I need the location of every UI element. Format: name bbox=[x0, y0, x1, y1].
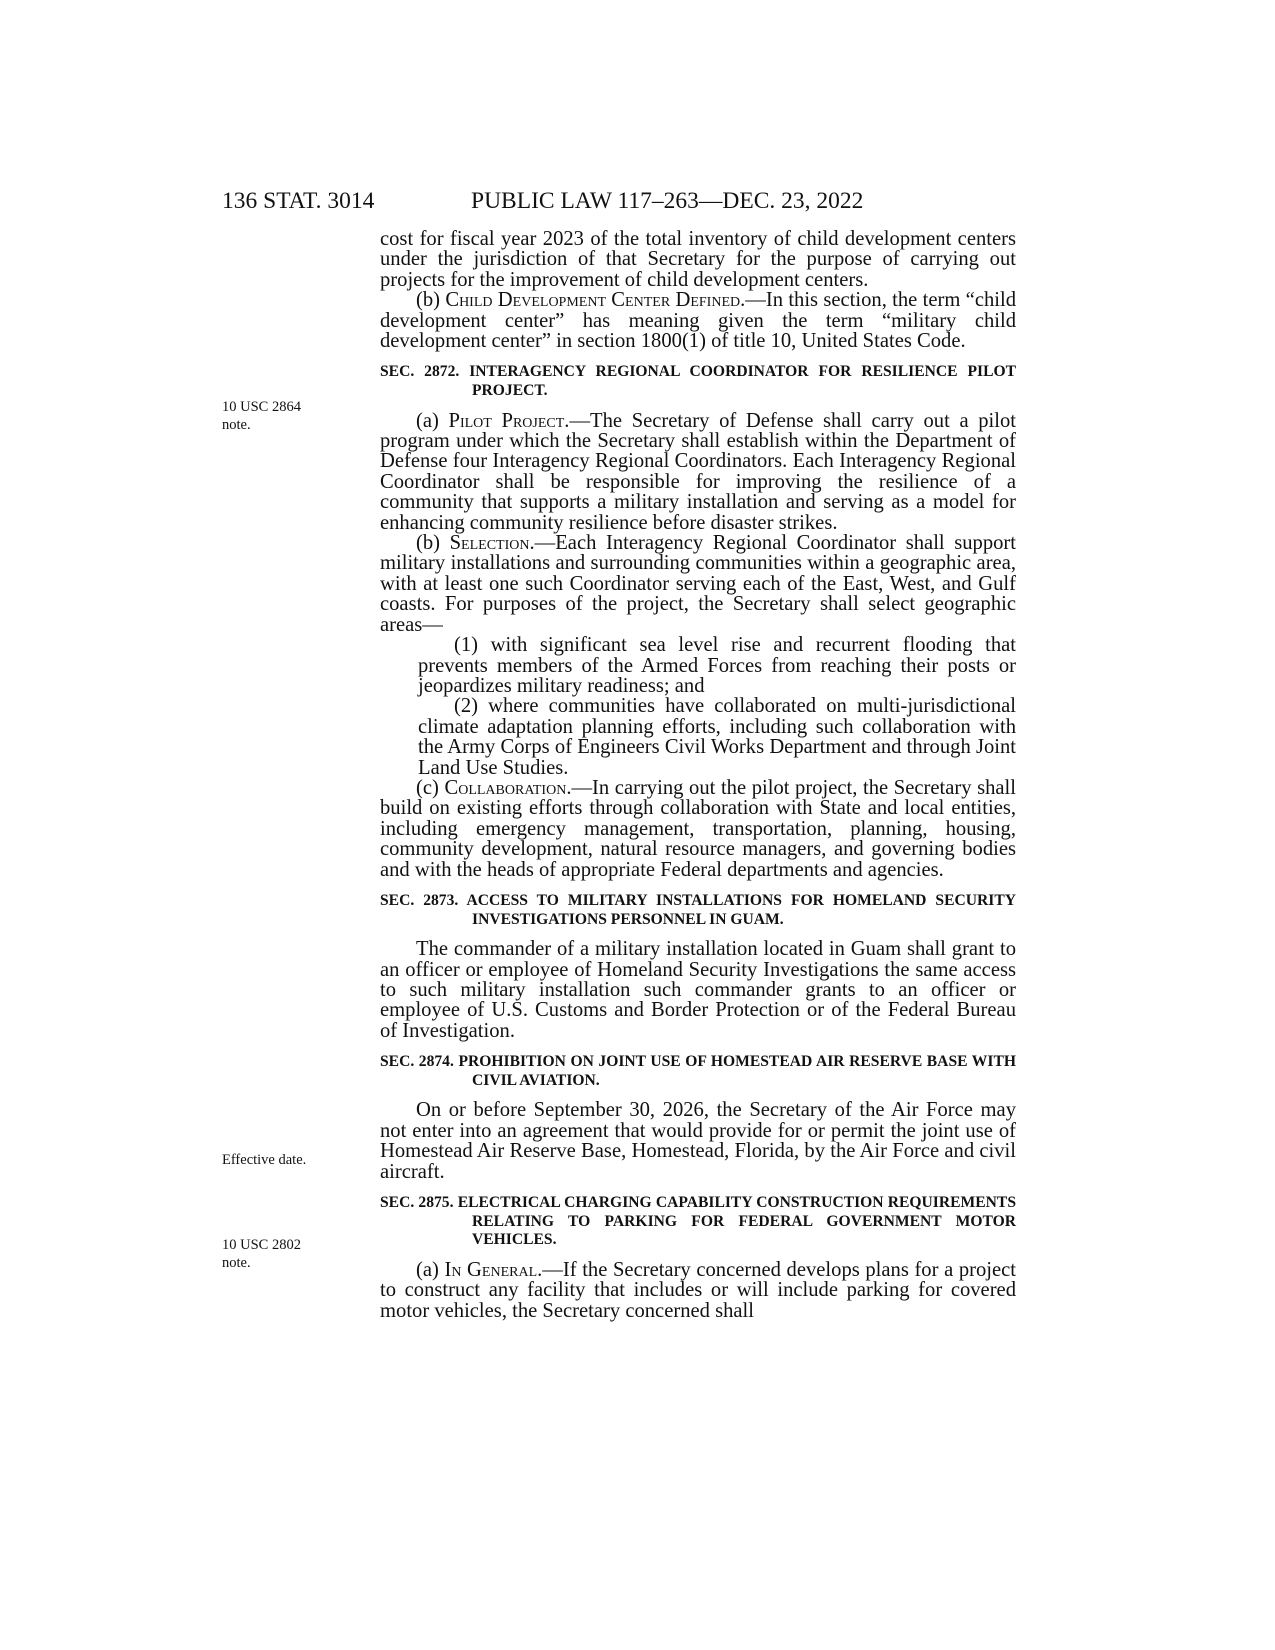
paragraph: cost for fiscal year 2023 of the total inventory of child development centers under the jurisdiction of that Secretary for the purpose of carrying out projects for the improvement of child development centers. bbox=[380, 228, 1016, 291]
section-heading-2875: SEC. 2875. ELECTRICAL CHARGING CAPABILITY CONSTRUCTION REQUIREMENTS RELATING TO PARKING FOR FEDERAL GOVERNMENT MOTOR VEHICLES. bbox=[380, 1194, 1016, 1249]
list-item-1: (1) with significant sea level rise and recurrent flooding that prevents members of the Armed Forces from reaching their posts or jeopardizes military readiness; and bbox=[418, 634, 1016, 697]
section-heading-2874: SEC. 2874. PROHIBITION ON JOINT USE OF HOMESTEAD AIR RESERVE BASE WITH CIVIL AVIATION. bbox=[380, 1053, 1016, 1089]
public-law-citation: PUBLIC LAW 117–263—DEC. 23, 2022 bbox=[471, 188, 864, 214]
statute-page-number: 136 STAT. 3014 bbox=[222, 188, 375, 214]
paragraph-selection: (b) Selection.—Each Interagency Regional Coordinator shall support military installations and surrounding communities within a geographic area, with at least one such Coordinator serving each of the East, West, and Gulf coasts. For purposes of the project, the Secretary shall select geographic areas— bbox=[380, 532, 1016, 636]
paragraph-pilot-project: (a) Pilot Project.—The Secretary of Defense shall carry out a pilot program under which the Secretary shall establish within the Department of Defense four Interagency Regional Coordinators. Each Interagency Regional Coordinator shall be responsible for improving the resilience of a community that supports a military installation and serving as a model for enhancing community resilience before disaster strikes. bbox=[380, 409, 1017, 534]
section-heading-2873: SEC. 2873. ACCESS TO MILITARY INSTALLATIONS FOR HOMELAND SECURITY INVESTIGATIONS PERSONNEL IN GUAM. bbox=[380, 891, 1016, 928]
document-body bbox=[380, 229, 1016, 1321]
margin-note-10usc2802: 10 USC 2802 note. bbox=[222, 1237, 301, 1271]
paragraph-in-general: (a) In General.—If the Secretary concerned develops plans for a project to construct any facility that includes or will include parking for covered motor vehicles, the Secretary concerned shall bbox=[380, 1258, 1016, 1322]
paragraph-homestead: On or before September 30, 2026, the Secretary of the Air Force may not enter into an agreement that would provide for or permit the joint use of Homestead Air Reserve Base, Homestead, Florida, by the Air Force and civil aircraft. bbox=[380, 1099, 1016, 1183]
margin-note-effective-date: Effective date. bbox=[222, 1152, 307, 1168]
paragraph-guam-access: The commander of a military installation located in Guam shall grant to an officer or employee of Homeland Security Investigations the same access to such military installation such commander grants to an officer or employee of U.S. Customs and Border Protection or of the Federal Bureau of Investigation. bbox=[380, 938, 1016, 1042]
paragraph-child-development-defined: (b) Child Development Center Defined.—In this section, the term “child development center” has meaning given the term “military child development center” in section 1800(1) of title 10, United States Code. bbox=[380, 289, 1016, 353]
section-heading-2872: SEC. 2872. INTERAGENCY REGIONAL COORDINATOR FOR RESILIENCE PILOT PROJECT. bbox=[380, 363, 1016, 400]
paragraph-collaboration: (c) Collaboration.—In carrying out the pilot project, the Secretary shall build on existing efforts through collaboration with State and local entities, including emergency management, transportation, planning, housing, community development, natural resource managers, and governing bodies and with the heads of appropriate Federal departments and agencies. bbox=[380, 776, 1016, 881]
list-item-2: (2) where communities have collaborated on multi-jurisdictional climate adaptation planning efforts, including such collaboration with the Army Corps of Engineers Civil Works Department and through Joint Land Use Studies. bbox=[418, 695, 1016, 779]
page-header bbox=[222, 188, 1012, 222]
margin-note-10usc2864: 10 USC 2864 note. bbox=[222, 399, 301, 433]
